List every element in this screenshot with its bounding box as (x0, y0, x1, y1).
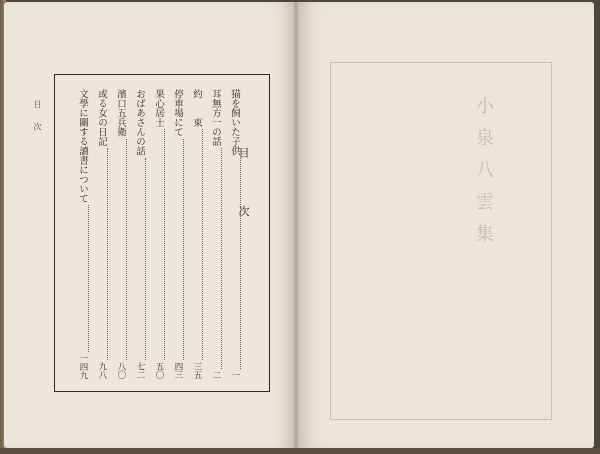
toc-entry-title: 耳無方一の話 (210, 89, 221, 146)
running-head: 目 次 (33, 100, 42, 137)
toc-entry-page: 二 (211, 370, 221, 379)
toc-leader-dots (126, 139, 127, 361)
toc-entry-page: 一四九 (78, 353, 88, 379)
toc-entry-title: 約 束 (191, 89, 202, 127)
toc-entry-title: おばあさんの話 (134, 89, 145, 156)
toc-entry-page: 一 (230, 370, 240, 379)
toc-entry-page: 四三 (173, 362, 183, 379)
toc-leader-dots (164, 129, 165, 360)
toc-entry (209, 89, 222, 379)
toc-heading: 目 次 (237, 147, 250, 239)
toc-list (69, 89, 241, 379)
toc-leader-dots (88, 205, 89, 352)
toc-entry (171, 89, 184, 379)
toc-entry-page: 三五 (192, 362, 202, 379)
toc-entry-page: 八〇 (116, 362, 126, 379)
toc-leader-dots (202, 129, 203, 360)
toc-leader-dots (221, 148, 222, 369)
table-surface (0, 448, 600, 454)
toc-entry-title: 停車場にて (172, 89, 183, 137)
toc-entry (133, 89, 146, 379)
toc-entry (228, 89, 241, 379)
toc-entry-title: 濱口五兵衛 (115, 89, 126, 137)
toc-entry (76, 89, 89, 379)
toc-entry-page: 五〇 (154, 362, 164, 379)
toc-leader-dots (107, 148, 108, 360)
toc-entry-title: 文學に關する讀書について (77, 89, 88, 203)
toc-entry-title: 或る女の日記 (96, 89, 107, 146)
faint-book-title: 小泉八雲集 (473, 96, 494, 256)
toc-entry-page: 七二 (135, 362, 145, 379)
gutter (293, 2, 299, 448)
toc-frame (54, 74, 270, 392)
toc-entry (152, 89, 165, 379)
toc-entry-title: 猫を飼いた子供 (229, 89, 240, 156)
toc-entry (114, 89, 127, 379)
toc-entry-page: 九八 (97, 362, 107, 379)
toc-leader-dots (145, 158, 146, 361)
toc-entry (190, 89, 203, 379)
toc-entry-title: 果心居士 (153, 89, 164, 127)
toc-entry (95, 89, 108, 379)
toc-leader-dots (183, 139, 184, 361)
title-box (330, 62, 552, 420)
toc-leader-dots (240, 158, 241, 369)
